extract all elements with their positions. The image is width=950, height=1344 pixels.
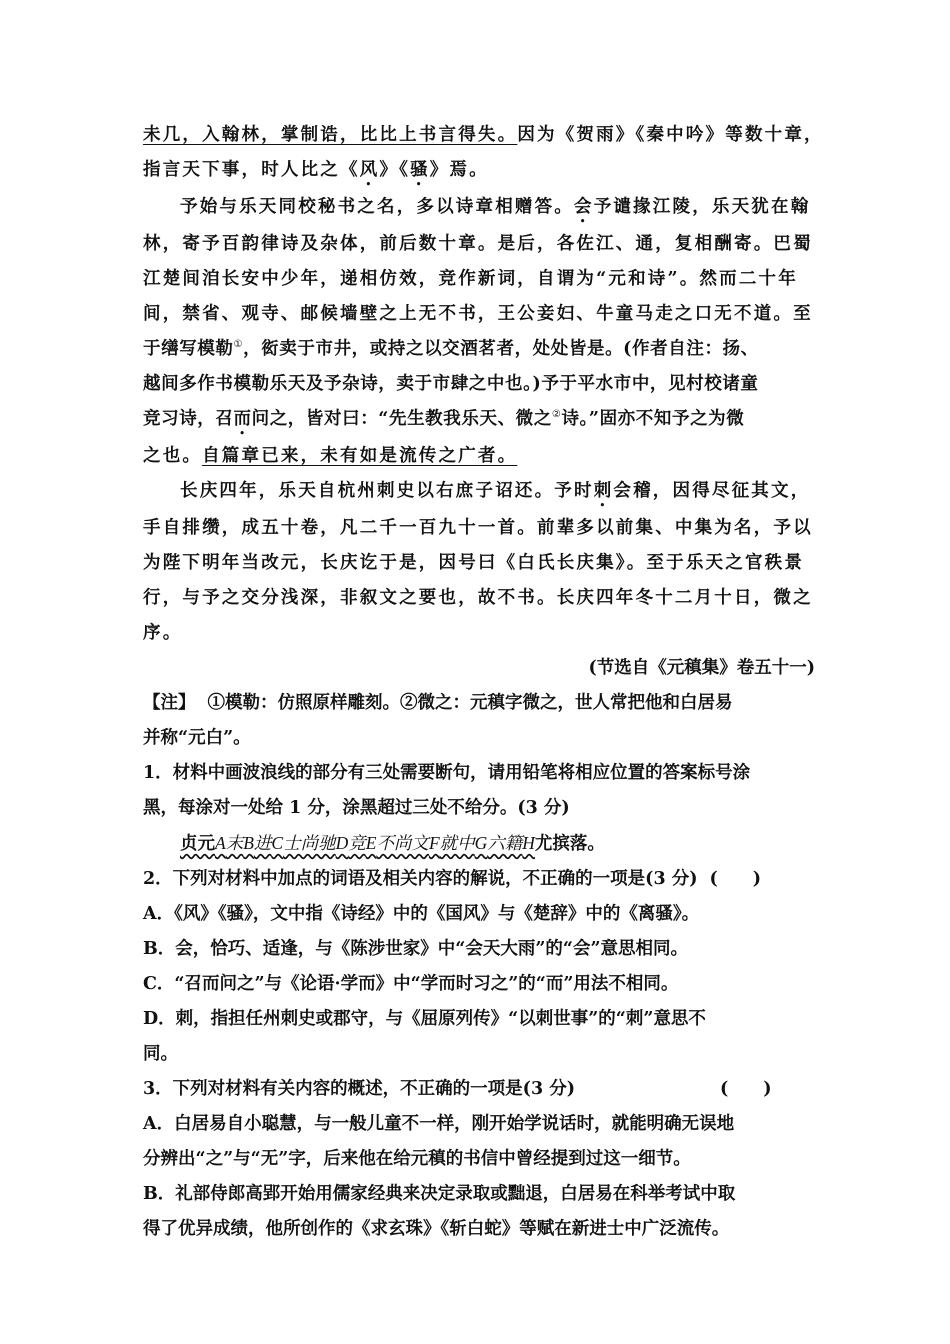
dotted-word-feng: 风 — [359, 160, 380, 180]
passage-p2-line3: 为陛下明年当改元，长庆讫于是，因号曰《白氏长庆集》。至于乐天之官秩景 — [143, 553, 805, 573]
exam-page — [143, 118, 824, 1247]
passage-p1-line4: 间，禁省、观寺、邮候墙壁之上无不书，王公妾妇、牛童马走之口无不道。至 — [143, 304, 813, 324]
notes-line1: 【注】 ①模勒：仿照原样雕刻。②微之：元稹字微之，世人常把他和白居易 — [143, 693, 733, 713]
passage-p0-line1: 未几，入翰林，掌制诰，比比上书言得失。因为《贺雨》《秦中吟》等数十章， — [143, 125, 824, 145]
q2-stem: 2．下列对材料中加点的词语及相关内容的解说，不正确的一项是(3 分) ( ) — [143, 862, 815, 897]
break-mark-e[interactable]: E — [365, 833, 377, 853]
passage-p1-line7: 竞习诗，召而问之，皆对曰：“先生教我乐天、微之②诗。”固亦不知予之为微 — [143, 409, 745, 429]
notes-label: 【注】 — [143, 693, 196, 713]
q3-option-b-line2[interactable]: 得了优异成绩，他所创作的《求玄珠》《斩白蛇》等赋在新进士中广泛流传。 — [143, 1219, 730, 1239]
q2-option-d-line2[interactable]: 同。 — [143, 1044, 178, 1064]
answer-blank[interactable]: ( ) — [709, 869, 762, 889]
q3-option-a-line2[interactable]: 分辨出“之”与“无”字，后来他在给元稹的书信中曾经提到过这一细节。 — [143, 1149, 691, 1169]
dotted-word-sao: 骚 — [410, 160, 430, 180]
q2-option-c[interactable]: C．“召而问之”与《论语·学而》中“学而时习之”的“而”用法不相同。 — [143, 974, 679, 994]
q1-wavy-line: 贞元A末B进C士尚驰D竞E不尚文F就中G六籍H尤摈落。 — [180, 833, 605, 854]
passage-p2-line4: 行，与予之交分浅深，非叙文之要也，故不书。长庆四年冬十二月十日，微之 — [143, 588, 813, 608]
passage-p1-line3: 江楚间洎长安中少年，递相仿效，竞作新词，自谓为“元和诗”。然而二十年 — [143, 269, 798, 289]
dotted-word-er: 而 — [233, 409, 252, 429]
dotted-word-ci: 刺 — [593, 481, 614, 501]
wavy-underlined-text: 贞元A末B进C士尚驰D竞E不尚文F就中G六籍H — [180, 833, 535, 854]
break-mark-g[interactable]: G — [474, 833, 488, 853]
q1-stem-line2: 黑，每涂对一处给 1 分，涂黑超过三处不给分。(3 分) — [143, 798, 570, 818]
break-mark-a[interactable]: A — [215, 833, 226, 853]
passage-p0-line2: 指言天下事，时人比之《风》《骚》焉。 — [143, 160, 489, 180]
answer-blank[interactable]: ( ) — [720, 1079, 772, 1099]
passage-p2-line1: 长庆四年，乐天自杭州刺史以右庶子诏还。予时刺会稽，因得尽征其文， — [180, 481, 811, 501]
source-citation: (节选自《元稹集》卷五十一) — [588, 658, 815, 678]
q2-option-b[interactable]: B．会，恰巧、适逢，与《陈涉世家》中“会天大雨”的“会”意思相同。 — [143, 939, 689, 959]
passage-p1-line1: 予始与乐天同校秘书之名，多以诗章相赠答。会予谴掾江陵，乐天犹在翰 — [180, 197, 811, 217]
break-mark-f[interactable]: F — [428, 833, 440, 853]
break-mark-h[interactable]: H — [522, 833, 535, 853]
passage-p1-line5: 于缮写模勒①，衒卖于市井，或持之以交酒茗者，处处皆是。(作者自注：扬、 — [143, 339, 759, 359]
q2-option-d-line1[interactable]: D．刺，指担任州刺史或郡守，与《屈原列传》“以刺世事”的“刺”意思不 — [143, 1009, 706, 1029]
passage-p1-line8: 之也。自篇章已来，未有如是流传之广者。 — [143, 446, 518, 466]
notes-line2: 并称“元白”。 — [143, 728, 251, 748]
break-mark-c[interactable]: C — [271, 833, 284, 853]
footnote-mark-1: ① — [233, 339, 244, 350]
underlined-sentence: 自篇章已来，未有如是流传之广者。 — [202, 446, 518, 466]
q3-stem: 3．下列对材料有关内容的概述，不正确的一项是(3 分) ( ) — [143, 1072, 815, 1107]
break-mark-d[interactable]: D — [335, 833, 349, 853]
footnote-mark-2: ② — [551, 409, 562, 420]
passage-p1-line6: 越间多作书模勒乐天及予杂诗，卖于市肆之中也。)予于平水市中，见村校诸童 — [143, 374, 759, 394]
passage-p2-line2: 手自排缵，成五十卷，凡二千一百九十一首。前辈多以前集、中集为名，予以 — [143, 518, 813, 538]
underlined-sentence: 未几，入翰林，掌制诰，比比上书言得失。 — [143, 125, 518, 145]
q2-option-a[interactable]: A．《风》《骚》，文中指《诗经》中的《国风》与《楚辞》中的《离骚》。 — [143, 904, 700, 924]
break-mark-b[interactable]: B — [243, 833, 254, 853]
passage-p1-line2: 林，寄予百韵律诗及杂体，前后数十章。是后，各佐江、通，复相酬寄。巴蜀 — [143, 234, 813, 254]
dotted-word-hui: 会 — [574, 197, 594, 217]
q3-option-a-line1[interactable]: A．白居易自小聪慧，与一般儿童不一样，刚开始学说话时，就能明确无误地 — [143, 1114, 735, 1134]
q1-stem-line1: 1．材料中画波浪线的部分有三处需要断句，请用铅笔将相应位置的答案标号涂 — [143, 763, 751, 783]
q3-option-b-line1[interactable]: B．礼部侍郎高郢开始用儒家经典来决定录取或黜退，白居易在科举考试中取 — [143, 1184, 736, 1204]
passage-p2-line5: 序。 — [143, 623, 183, 643]
